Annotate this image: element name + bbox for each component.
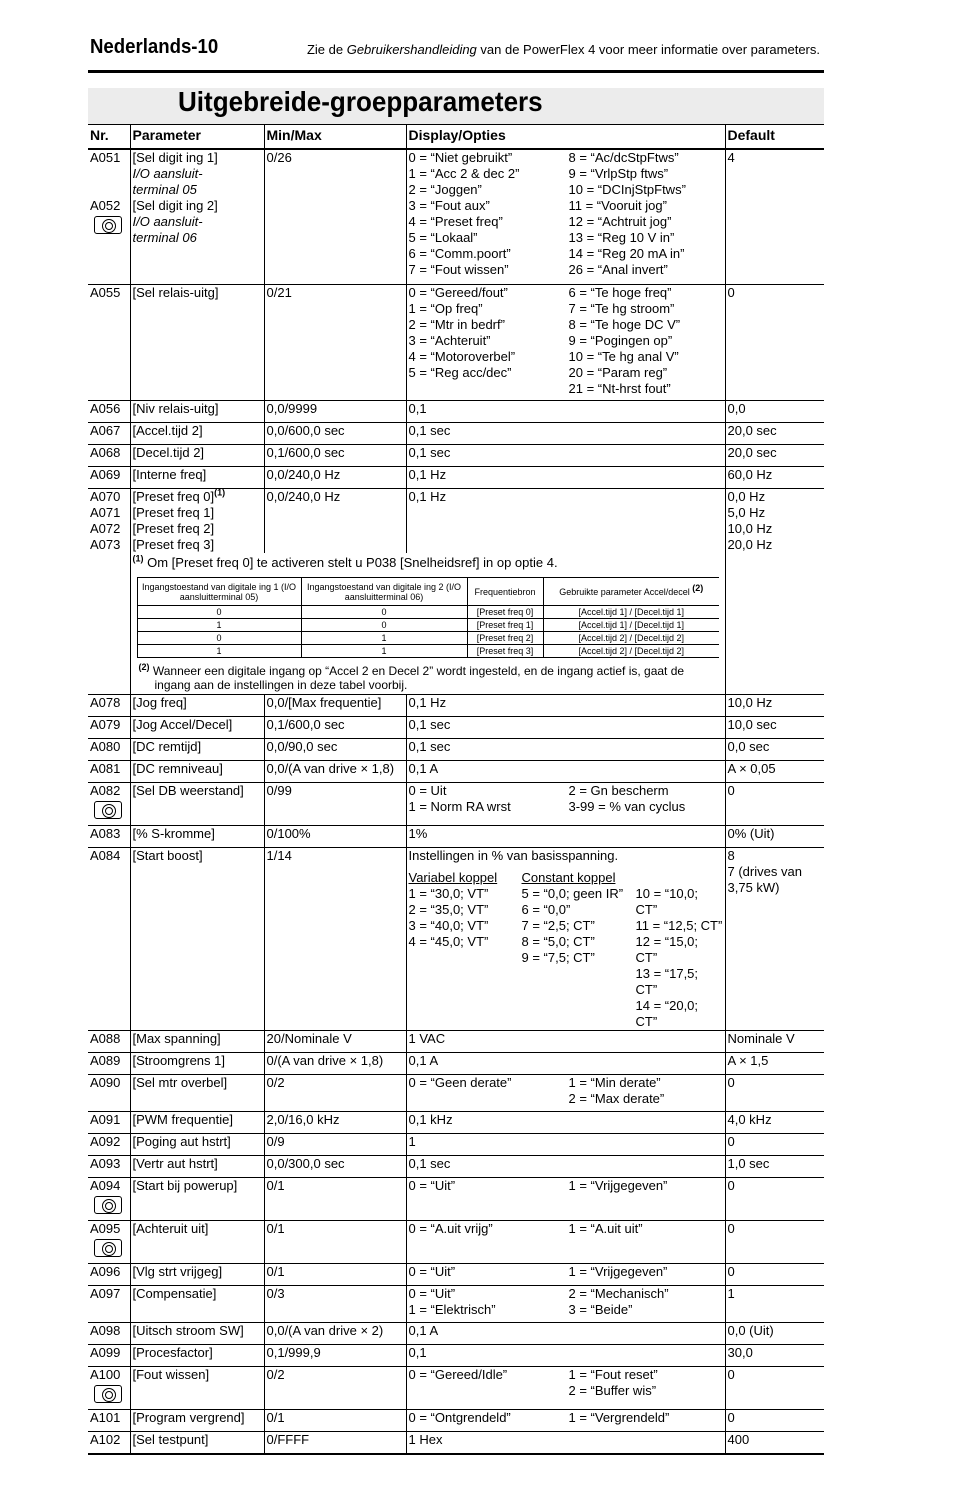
cell-minmax: 0,0/90,0 sec xyxy=(264,739,406,761)
cell-minmax: 0/1 xyxy=(264,1410,406,1432)
cell-default: Nominale V xyxy=(725,1031,824,1053)
cell-default: 10,0 Hz xyxy=(725,695,824,717)
cell-parameter: [Sel testpunt] xyxy=(130,1432,264,1454)
table-row xyxy=(88,695,824,717)
stop-drive-icon xyxy=(94,801,122,819)
cell-minmax: 0/2 xyxy=(264,1075,406,1112)
cell-display: 0,1 Hz xyxy=(406,695,725,717)
subtable-row: 0 1 [Preset freq 2] [Accel.tijd 2] / [Decel.tijd 2] xyxy=(137,632,719,645)
cell-minmax: 0/100% xyxy=(264,826,406,848)
subtable-header-row: Ingangstoestand van digitale ing 1 (I/O aansluitterminal 05) Ingangstoestand van digitale ing 2 (I/O aansluitterminal 06) Frequentiebron Gebruikte parameter Accel/decel $^{(2)}$ xyxy=(137,578,719,606)
cell-default: 30,0 xyxy=(725,1345,824,1367)
cell-display: 1 VAC xyxy=(406,1031,725,1053)
cell-minmax: 0,0/[Max frequentie] xyxy=(264,695,406,717)
cell-parameter: [Sel relais-uitg] xyxy=(130,285,264,401)
cell-nr: A098 xyxy=(88,1323,130,1345)
table-header-row xyxy=(88,125,824,149)
cell-parameter: [Start bij powerup] xyxy=(130,1178,264,1221)
cell-nr: A069 xyxy=(88,467,130,489)
table-row xyxy=(88,1134,824,1156)
cell-parameter: [Vlg strt vrijgeg] xyxy=(130,1264,264,1286)
cell-minmax: 0/1 xyxy=(264,1221,406,1264)
subtable-row: 1 1 [Preset freq 3] [Accel.tijd 2] / [Decel.tijd 2] xyxy=(137,645,719,658)
cell-minmax: 0/FFFF xyxy=(264,1432,406,1454)
cell-nr: A068 xyxy=(88,445,130,467)
table-row xyxy=(88,761,824,783)
cell-display: 0,1 sec xyxy=(406,445,725,467)
cell-default: 8 7 (drives van 3,75 kW) xyxy=(725,848,824,1031)
cell-default: 0 xyxy=(725,1264,824,1286)
cell-minmax: 0/1 xyxy=(264,1178,406,1221)
table-row xyxy=(88,1221,824,1264)
cell-options: 0 = “Uit” 1 = “Vrijgegeven” xyxy=(406,1264,725,1286)
table-row xyxy=(88,1112,824,1134)
table-row xyxy=(88,1323,824,1345)
table-row xyxy=(88,1075,824,1112)
table-row xyxy=(88,1053,824,1075)
header-rule xyxy=(88,70,824,73)
cell-options: 0 = Uit 1 = Norm RA wrst 2 = Gn bescherm 3-99 = % van cyclus xyxy=(406,783,725,826)
cell-display: 1 xyxy=(406,1134,725,1156)
cell-nr: A056 xyxy=(88,401,130,423)
stop-drive-icon xyxy=(94,1239,122,1257)
cell-minmax: 0,0/9999 xyxy=(264,401,406,423)
cell-minmax: 0,1/999,9 xyxy=(264,1345,406,1367)
cell-nr: A097 xyxy=(88,1286,130,1323)
footnote-2: $^{(2)}$ Wanneer een digitale ingang op “Accel 2 en Decel 2” wordt ingesteld, en de ingang actief is, gaat de ingang aan de instellingen in deze tabel voorbij. xyxy=(138,662,685,692)
cell-minmax: 0,1/600,0 sec xyxy=(264,445,406,467)
cell-minmax: 0/(A van drive × 1,8) xyxy=(264,1053,406,1075)
cell-nr: A070 A071 A072 A073 xyxy=(88,489,130,554)
cell-parameter: [Program vergrend] xyxy=(130,1410,264,1432)
cell-parameter: [Stroomgrens 1] xyxy=(130,1053,264,1075)
cell-display: 1% xyxy=(406,826,725,848)
cell-display: 0,1 kHz xyxy=(406,1112,725,1134)
cell-nr: A079 xyxy=(88,717,130,739)
cell-minmax: 0,1/600,0 sec xyxy=(264,717,406,739)
cell-parameter: [DC remtijd] xyxy=(130,739,264,761)
cell-parameter: [Max spanning] xyxy=(130,1031,264,1053)
cell-display: 0,1 A xyxy=(406,1053,725,1075)
cell-default: 0 xyxy=(725,1367,824,1410)
cell-nr: A102 xyxy=(88,1432,130,1454)
cell-nr: A100 xyxy=(88,1367,130,1410)
cell-options: 0 = “Niet gebruikt” 1 = “Acc 2 & dec 2” 2 = “Joggen” 3 = “Fout aux” 4 = “Preset freq” 5 = “Lokaal” 6 = “Comm.poort” 7 = “Fout wissen” 8 = “Ac/dcStpFtws” 9 = “VrlpStp ftws” 10 = “DCInjStpFtws” 11 = “Vooruit jog” 12 = “Achtruit jog” 13 = “Reg 10 V in” 14 = “Reg 20 mA in” 26 = “Anal invert” xyxy=(406,149,725,285)
table-row xyxy=(88,1031,824,1053)
cell-nr: A089 xyxy=(88,1053,130,1075)
table-row xyxy=(88,1264,824,1286)
cell-default: 20,0 sec xyxy=(725,423,824,445)
col-nr: Nr. xyxy=(88,125,130,149)
col-default: Default xyxy=(725,125,824,149)
cell-nr: A088 xyxy=(88,1031,130,1053)
cell-parameter: [Uitsch stroom SW] xyxy=(130,1323,264,1345)
cell-options: 0 = “A.uit vrijg” 1 = “A.uit uit” xyxy=(406,1221,725,1264)
cell-minmax: 0/99 xyxy=(264,783,406,826)
cell-parameter: [Vertr aut hstrt] xyxy=(130,1156,264,1178)
table-row xyxy=(88,553,824,695)
cell-display: 1 Hex xyxy=(406,1432,725,1454)
table-row xyxy=(88,467,824,489)
table-row xyxy=(88,423,824,445)
cell-nr: A101 xyxy=(88,1410,130,1432)
table-row xyxy=(88,848,824,1031)
table-row xyxy=(88,401,824,423)
cell-parameter: [Sel DB weerstand] xyxy=(130,783,264,826)
cell-minmax: 0/26 xyxy=(264,149,406,285)
cell-default: 0,0 (Uit) xyxy=(725,1323,824,1345)
cell-default: 0 xyxy=(725,285,824,401)
cell-parameter: [Preset freq 0]$^{(1)}$ [Preset freq 1] [Preset freq 2] [Preset freq 3] xyxy=(130,489,264,554)
cell-nr: A095 xyxy=(88,1221,130,1264)
cell-display: 0,1 sec xyxy=(406,739,725,761)
cell-default: 4,0 kHz xyxy=(725,1112,824,1134)
cell-display: 0,1 sec xyxy=(406,717,725,739)
cell-default: 0 xyxy=(725,1134,824,1156)
cell-parameter: [Compensatie] xyxy=(130,1286,264,1323)
cell-default: 20,0 sec xyxy=(725,445,824,467)
cell-display: 0,1 A xyxy=(406,761,725,783)
parameter-table xyxy=(88,124,824,1455)
cell-parameter: [Interne freq] xyxy=(130,467,264,489)
cell-nr: A096 xyxy=(88,1264,130,1286)
cell-minmax: 0,0/(A van drive × 1,8) xyxy=(264,761,406,783)
table-row xyxy=(88,1156,824,1178)
cell-nr: A081 xyxy=(88,761,130,783)
cell-nr: A083 xyxy=(88,826,130,848)
preset-freq-subtable xyxy=(137,577,720,658)
col-minmax: Min/Max xyxy=(264,125,406,149)
cell-default: A × 0,05 xyxy=(725,761,824,783)
cell-parameter: [Jog Accel/Decel] xyxy=(130,717,264,739)
cell-default: 60,0 Hz xyxy=(725,467,824,489)
table-row xyxy=(88,783,824,826)
cell-nr: A055 xyxy=(88,285,130,401)
cell-parameter: [Niv relais-uitg] xyxy=(130,401,264,423)
cell-minmax: 0,0/240,0 Hz xyxy=(264,489,406,554)
cell-options: 0 = “Geen derate” 1 = “Min derate” 2 = “Max derate” xyxy=(406,1075,725,1112)
cell-parameter: [PWM frequentie] xyxy=(130,1112,264,1134)
cell-parameter: [Sel mtr overbel] xyxy=(130,1075,264,1112)
col-display: Display/Opties xyxy=(406,125,725,149)
footnote-cell xyxy=(130,553,725,695)
cell-parameter: [Fout wissen] xyxy=(130,1367,264,1410)
cell-nr: A092 xyxy=(88,1134,130,1156)
cell-nr: A067 xyxy=(88,423,130,445)
cell-minmax: 0,0/(A van drive × 2) xyxy=(264,1323,406,1345)
table-row xyxy=(88,1432,824,1454)
cell-nr: A080 xyxy=(88,739,130,761)
cell-parameter: [Decel.tijd 2] xyxy=(130,445,264,467)
cell-minmax: 0/9 xyxy=(264,1134,406,1156)
cell-default: 1,0 sec xyxy=(725,1156,824,1178)
table-row xyxy=(88,149,824,285)
cell-parameter: [Procesfactor] xyxy=(130,1345,264,1367)
cell-minmax: 0,0/300,0 sec xyxy=(264,1156,406,1178)
cell-default: 0,0 xyxy=(725,401,824,423)
cell-parameter: [Achteruit uit] xyxy=(130,1221,264,1264)
cell-minmax: 1/14 xyxy=(264,848,406,1031)
cell-parameter: [Start boost] xyxy=(130,848,264,1031)
cell-options: Instellingen in % van basisspanning. Variabel koppel 1 = “30,0; VT” 2 = “35,0; VT” 3 = “40,0; VT” 4 = “45,0; VT” Constant koppel 5 = “0,0; geen IR” 6 = “0,0” 7 = “2,5; CT” 8 = “5,0; CT” 9 = “7,5; CT” 10 = “10,0; CT” 11 = “12,5; CT” 12 = “15,0; CT” 13 = “17,5; CT” 14 = “20,0; CT” xyxy=(406,848,725,1031)
cell-options: 0 = “Gereed/Idle” 1 = “Fout reset” 2 = “Buffer wis” xyxy=(406,1367,725,1410)
cell-nr: A090 xyxy=(88,1075,130,1112)
cell-parameter: [Accel.tijd 2] xyxy=(130,423,264,445)
cell-parameter: [Jog freq] xyxy=(130,695,264,717)
col-parameter: Parameter xyxy=(130,125,264,149)
cell-display: 0,1 xyxy=(406,401,725,423)
cell-nr: A099 xyxy=(88,1345,130,1367)
cell-default: 0 xyxy=(725,1178,824,1221)
cell-default: 10,0 sec xyxy=(725,717,824,739)
cell-options: 0 = “Gereed/fout” 1 = “Op freq” 2 = “Mtr in bedrf” 3 = “Achteruit” 4 = “Motoroverbel” 5 = “Reg acc/dec” 6 = “Te hoge freq” 7 = “Te hg stroom” 8 = “Te hoge DC V” 9 = “Pogingen op” 10 = “Te hg anal V” 20 = “Param reg” 21 = “Nt-hrst fout” xyxy=(406,285,725,401)
cell-default: A × 1,5 xyxy=(725,1053,824,1075)
cell-display: 0,1 Hz xyxy=(406,467,725,489)
cell-options: 0 = “Uit” 1 = “Elektrisch” 2 = “Mechanisch” 3 = “Beide” xyxy=(406,1286,725,1323)
cell-minmax: 20/Nominale V xyxy=(264,1031,406,1053)
subtable-row: 0 0 [Preset freq 0] [Accel.tijd 1] / [Decel.tijd 1] xyxy=(137,606,719,619)
cell-minmax: 0,0/600,0 sec xyxy=(264,423,406,445)
cell-default: 4 xyxy=(725,149,824,285)
table-row xyxy=(88,1286,824,1323)
header-note: Zie de Gebruikershandleiding van de PowerFlex 4 voor meer informatie over parameters. xyxy=(306,42,820,57)
cell-display: 0,1 sec xyxy=(406,1156,725,1178)
section-label: Nederlands-10 xyxy=(90,36,219,58)
cell-parameter: [Poging aut hstrt] xyxy=(130,1134,264,1156)
cell-nr: A084 xyxy=(88,848,130,1031)
cell-parameter: [% S-kromme] xyxy=(130,826,264,848)
cell-nr: A093 xyxy=(88,1156,130,1178)
cell-default: 0,0 sec xyxy=(725,739,824,761)
table-row xyxy=(88,1178,824,1221)
cell-minmax: 2,0/16,0 kHz xyxy=(264,1112,406,1134)
subtable-row: 1 0 [Preset freq 1] [Accel.tijd 1] / [Decel.tijd 1] xyxy=(137,619,719,632)
cell-display: 0,1 Hz xyxy=(406,489,725,554)
table-row xyxy=(88,826,824,848)
cell-nr: A078 xyxy=(88,695,130,717)
cell-default xyxy=(725,553,824,695)
cell-default: 0 xyxy=(725,1221,824,1264)
cell-parameter: [DC remniveau] xyxy=(130,761,264,783)
stop-drive-icon xyxy=(94,216,122,234)
cell-nr: A051 A052 xyxy=(88,149,130,285)
cell-nr: A091 xyxy=(88,1112,130,1134)
cell-default: 400 xyxy=(725,1432,824,1454)
table-row xyxy=(88,445,824,467)
table-row xyxy=(88,489,824,554)
cell-default: 0,0 Hz 5,0 Hz 10,0 Hz 20,0 Hz xyxy=(727,489,773,552)
table-row xyxy=(88,285,824,401)
cell-minmax: 0,0/240,0 Hz xyxy=(264,467,406,489)
cell-nr: A082 xyxy=(88,783,130,826)
cell-display: 0,1 sec xyxy=(406,423,725,445)
cell-display: 0,1 A xyxy=(406,1323,725,1345)
cell-nr: A094 xyxy=(88,1178,130,1221)
stop-drive-icon xyxy=(94,1196,122,1214)
cell-minmax: 0/3 xyxy=(264,1286,406,1323)
cell-default: 0% (Uit) xyxy=(725,826,824,848)
cell-options: 0 = “Uit” 1 = “Vrijgegeven” xyxy=(406,1178,725,1221)
cell-default: 0 xyxy=(725,1075,824,1112)
cell-minmax: 0/2 xyxy=(264,1367,406,1410)
cell-options: 0 = “Ontgrendeld” 1 = “Vergrendeld” xyxy=(406,1410,725,1432)
table-row xyxy=(88,1367,824,1410)
cell-parameter: [Sel digit ing 1] I/O aansluit- terminal 05 [Sel digit ing 2] I/O aansluit- terminal 06 xyxy=(130,149,264,285)
cell-minmax: 0/1 xyxy=(264,1264,406,1286)
cell-default: 0 xyxy=(725,783,824,826)
cell-default: 0 xyxy=(725,1410,824,1432)
page-title: Uitgebreide-groepparameters xyxy=(178,86,543,117)
table-row xyxy=(88,717,824,739)
table-row xyxy=(88,1345,824,1367)
cell-nr xyxy=(88,553,130,695)
stop-drive-icon xyxy=(94,1385,122,1403)
cell-default: 1 xyxy=(725,1286,824,1323)
cell-display: 0,1 xyxy=(406,1345,725,1367)
footnote-1: $^{(1)}$ Om [Preset freq 0] te activeren stelt u P038 [Snelheidsref] in op optie 4. xyxy=(132,553,558,570)
table-row xyxy=(88,739,824,761)
cell-minmax: 0/21 xyxy=(264,285,406,401)
table-row xyxy=(88,1410,824,1432)
